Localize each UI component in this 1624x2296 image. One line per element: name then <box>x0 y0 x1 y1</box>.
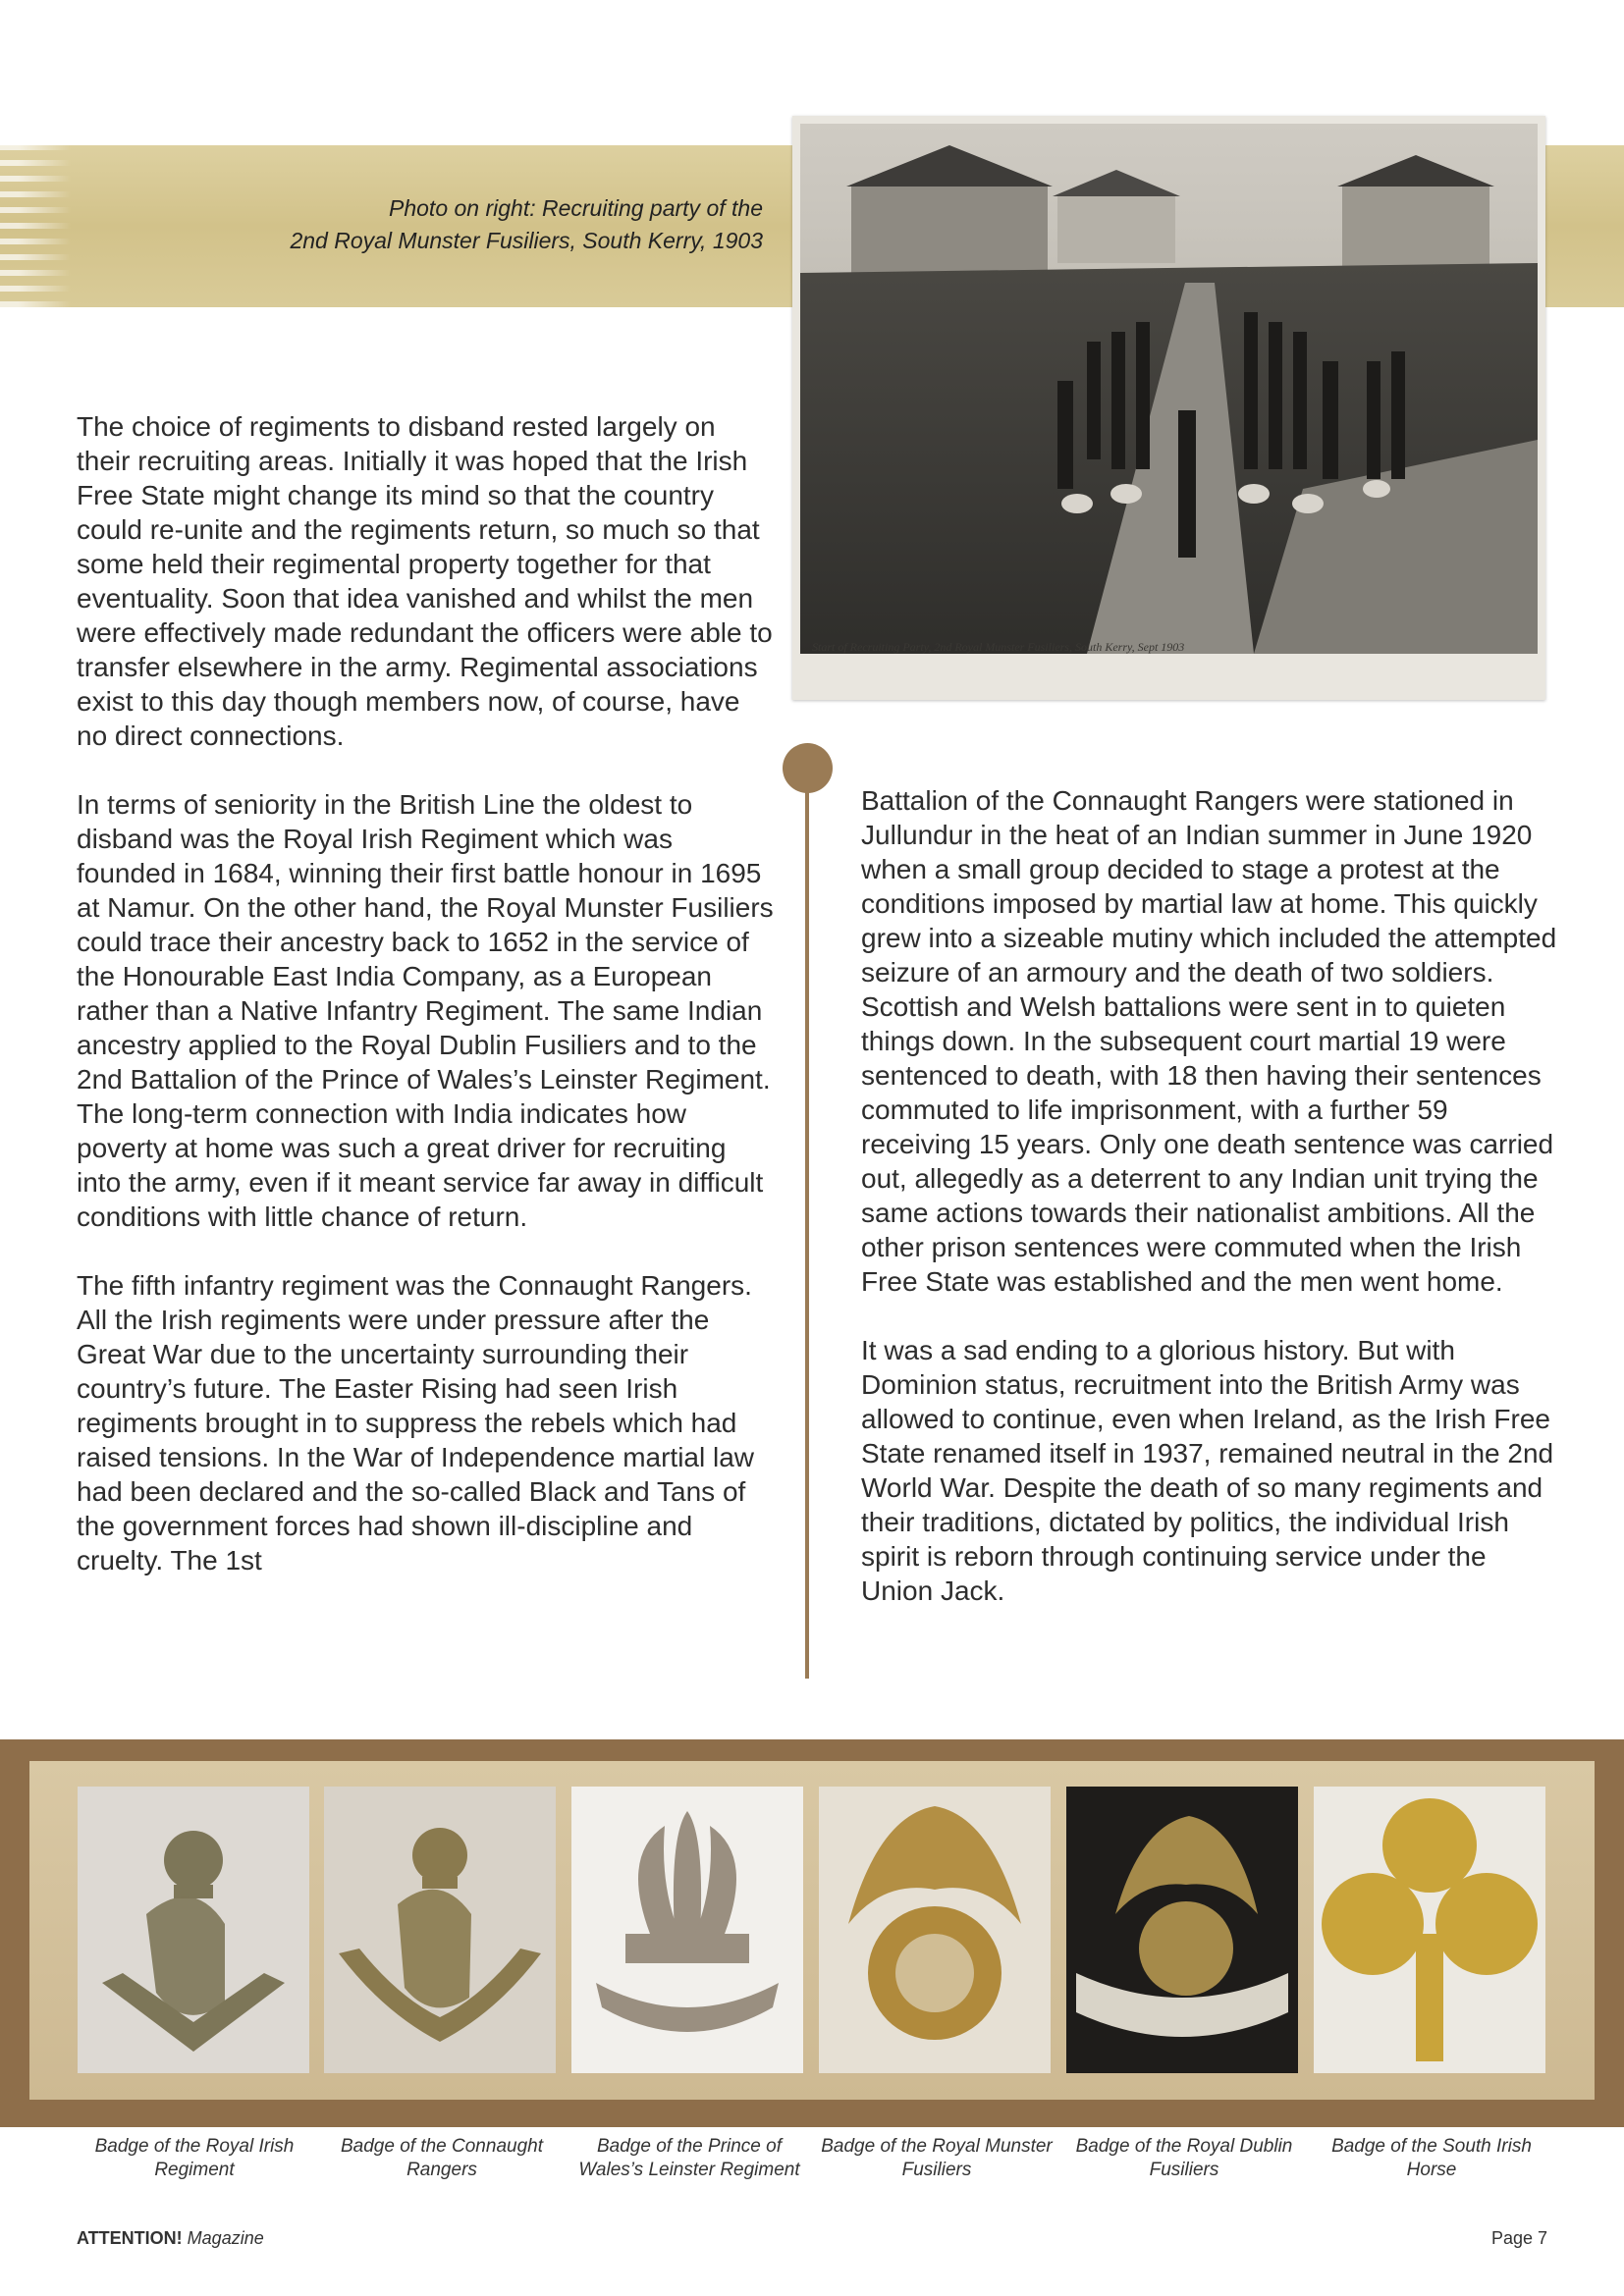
photo-caption <box>135 192 763 257</box>
grenade-badge-icon <box>819 1787 1051 2073</box>
harp-crown-badge-icon <box>324 1787 556 2073</box>
article-paragraph: The choice of regiments to disband rested largely on their recruiting areas. Initially it was hoped that the Irish Free State might change its mind so that the country could re-unite and the regiments return, so much so that some held their regimental property together for that eventuality. Soon that idea vanished and whilst the men were effectively made redundant the officers were able to transfer elsewhere in the army. Regimental associations exist to this day though members now, of course, have no direct connections. <box>77 411 773 751</box>
harp-crown-badge-icon <box>78 1787 309 2073</box>
article-paragraph: Battalion of the Connaught Rangers were stationed in Jullundur in the heat of an Indian summer in June 1920 when a small group decided to stage a protest at the conditions imposed by martial law at home. This quickly grew into a sizeable mutiny which included the attempted seizure of an armoury and the death of two soldiers. Scottish and Welsh battalions were sent in to quieten things down. In the subsequent court martial 19 were sentenced to death, with 18 then having their sentences commuted to life imprisonment, with a further 59 receiving 15 years. Only one death sentence was carried out, allegedly as a deterrent to any Indian unit trying the same actions towards their nationalist ambitions. All the other prison sentences were commuted when the Irish Free State was established and the men went home. <box>861 785 1557 1297</box>
recruiting-party-photo <box>792 116 1545 700</box>
column-divider <box>805 790 809 1679</box>
photo-caption-line-1: Photo on right: Recruiting party of the <box>389 195 763 221</box>
article-paragraph: In terms of seniority in the British Line the oldest to disband was the Royal Irish Regiment which was founded in 1684, winning their first battle honour in 1695 at Namur. On the other hand, the Royal Munster Fusiliers could trace their ancestry back to 1652 in the service of the Honourable East India Company, as a European rather than a Native Infantry Regiment. The same Indian ancestry applied to the Royal Dublin Fusiliers and to the 2nd Battalion of the Prince of Wales’s Leinster Regiment. The long-term connection with India indicates how poverty at home was such a great driver for recruiting into the army, even if it meant service far away in difficult conditions with little chance of return. <box>77 789 774 1232</box>
badge-caption: Badge of the Royal Irish Regiment <box>94 2136 295 2180</box>
badge-south-irish-horse <box>1314 1787 1545 2073</box>
badge-caption: Badge of the Prince of Wales’s Leinster Regiment <box>578 2136 800 2180</box>
badge-caption: Badge of the Royal Dublin Fusiliers <box>1075 2136 1293 2180</box>
badge-royal-munster-fusiliers <box>819 1787 1051 2073</box>
shamrock-badge-icon <box>1314 1787 1545 2073</box>
article-paragraph: The fifth infantry regiment was the Connaught Rangers. All the Irish regiments were under pressure after the Great War due to the uncertainty surrounding their country’s future. The Easter Rising had seen Irish regiments brought in to suppress the rebels which had raised tensions. In the War of Independence martial law had been declared and the so-called Black and Tans of the government forces had shown ill-discipline and cruelty. The 1st <box>77 1270 755 1575</box>
article-paragraph: It was a sad ending to a glorious history. But with Dominion status, recruitment into the British Army was allowed to continue, even when Ireland, as the Irish Free State renamed itself in 1937, remained neutral in the 2nd World War. Despite the death of so many regiments and their traditions, dictated by politics, the individual Irish spirit is reborn through continuing service under the Union Jack. <box>861 1335 1554 1606</box>
feathers-badge-icon <box>571 1787 803 2073</box>
badge-caption: Badge of the Royal Munster Fusiliers <box>821 2136 1053 2180</box>
page-number: Page 7 <box>1490 2228 1547 2248</box>
footer-brand <box>77 2228 264 2249</box>
badge-caption: Badge of the South Irish Horse <box>1331 2136 1532 2180</box>
article-left-column <box>77 409 774 1612</box>
badge-connaught-rangers <box>324 1787 556 2073</box>
photo-illustration <box>792 116 1545 700</box>
badge-caption: Badge of the Connaught Rangers <box>340 2136 543 2180</box>
photo-caption-line-2: 2nd Royal Munster Fusiliers, South Kerry, 1903 <box>290 228 763 253</box>
divider-dot <box>783 743 833 793</box>
photo-handwritten-note: Start of Recruiting Party, 2nd Royal Munster Fusiliers, South Kerry, Sept 1903 <box>812 640 1185 654</box>
grenade-badge-icon <box>1066 1787 1298 2073</box>
badge-royal-irish-regiment <box>78 1787 309 2073</box>
badge-royal-dublin-fusiliers <box>1066 1787 1298 2073</box>
badge-leinster-regiment <box>571 1787 803 2073</box>
footer-brand-suffix: Magazine <box>187 2228 264 2248</box>
article-right-column <box>861 783 1558 1642</box>
footer-brand-name: ATTENTION! <box>77 2228 183 2248</box>
